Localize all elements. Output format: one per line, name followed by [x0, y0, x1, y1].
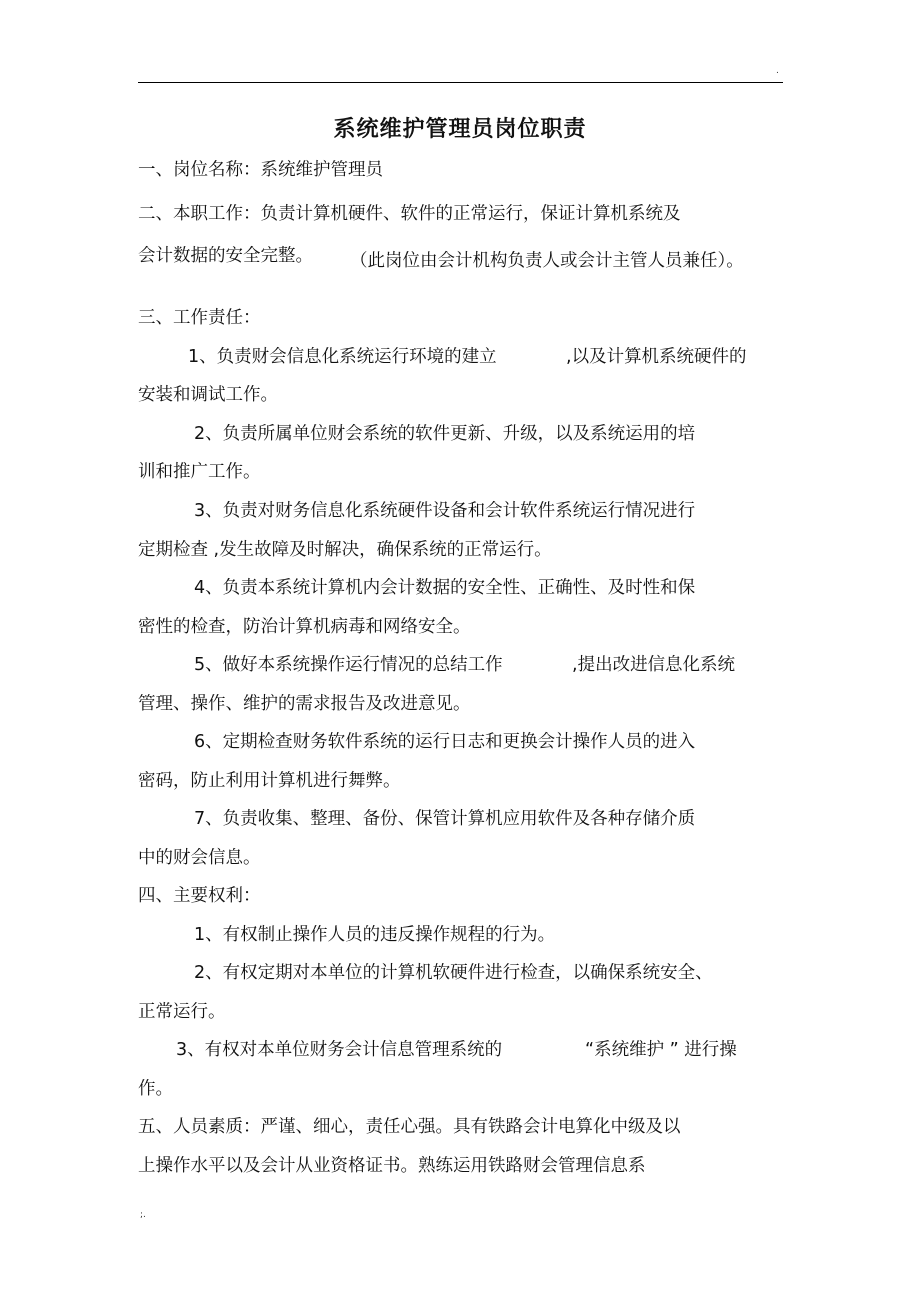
responsibility-item-2-continued: 训和推广工作。 [138, 462, 261, 482]
rights-item-1: 1、有权制止操作人员的违反操作规程的行为。 [194, 925, 556, 945]
responsibility-item-1-continued: 安装和调试工作。 [138, 385, 278, 405]
responsibility-item-3-continued: 定期检查 ,发生故障及时解决，确保系统的正常运行。 [138, 540, 552, 560]
personnel-quality-continued: 上操作水平以及会计从业资格证书。熟练运用铁路财会管理信息系 [138, 1156, 646, 1176]
section-main-rights: 四、主要权利： [138, 886, 261, 906]
responsibility-item-5-continued: 管理、操作、维护的需求报告及改进意见。 [138, 694, 471, 714]
responsibility-item-3: 3、负责对财务信息化系统硬件设备和会计软件系统运行情况进行 [194, 501, 696, 521]
responsibility-item-7-continued: 中的财会信息。 [138, 848, 261, 868]
responsibility-item-5-tail: ,提出改进信息化系统 [572, 655, 736, 675]
header-mark: . [776, 66, 779, 76]
section-personnel-quality: 五、人员素质：严谨、细心，责任心强。具有铁路会计电算化中级及以 [138, 1117, 681, 1137]
document-title: 系统维护管理员岗位职责 [333, 117, 587, 142]
responsibility-item-1: 1、负责财会信息化系统运行环境的建立 [188, 347, 497, 367]
responsibility-item-5: 5、做好本系统操作运行情况的总结工作 [194, 655, 503, 675]
responsibility-item-7: 7、负责收集、整理、备份、保管计算机应用软件及各种存储介质 [194, 809, 696, 829]
section-main-duty: 二、本职工作：负责计算机硬件、软件的正常运行，保证计算机系统及 [138, 204, 681, 224]
rights-item-2-continued: 正常运行。 [138, 1002, 226, 1022]
rights-item-3: 3、有权对本单位财务会计信息管理系统的 [176, 1040, 503, 1060]
responsibility-item-6-continued: 密码，防止利用计算机进行舞弊。 [138, 771, 401, 791]
responsibility-item-2: 2、负责所属单位财会系统的软件更新、升级，以及系统运用的培 [194, 424, 696, 444]
section-work-responsibility: 三、工作责任： [138, 308, 261, 328]
footer-mark: ;. [140, 1210, 146, 1220]
main-duty-note: （此岗位由会计机构负责人或会计主管人员兼任）。 [350, 251, 744, 271]
rights-item-3-continued: 作。 [138, 1079, 173, 1099]
responsibility-item-4-continued: 密性的检查，防治计算机病毒和网络安全。 [138, 617, 471, 637]
responsibility-item-4: 4、负责本系统计算机内会计数据的安全性、正确性、及时性和保 [194, 578, 696, 598]
responsibility-item-1-tail: ,以及计算机系统硬件的 [566, 347, 747, 367]
header-rule [138, 82, 783, 83]
responsibility-item-6: 6、定期检查财务软件系统的运行日志和更换会计操作人员的进入 [194, 732, 696, 752]
section-position-name: 一、岗位名称：系统维护管理员 [138, 160, 383, 180]
rights-item-3-tail: “系统维护 ” 进行操 [585, 1040, 737, 1060]
rights-item-2: 2、有权定期对本单位的计算机软硬件进行检查，以确保系统安全、 [194, 963, 713, 983]
main-duty-continued: 会计数据的安全完整。 [138, 246, 313, 266]
